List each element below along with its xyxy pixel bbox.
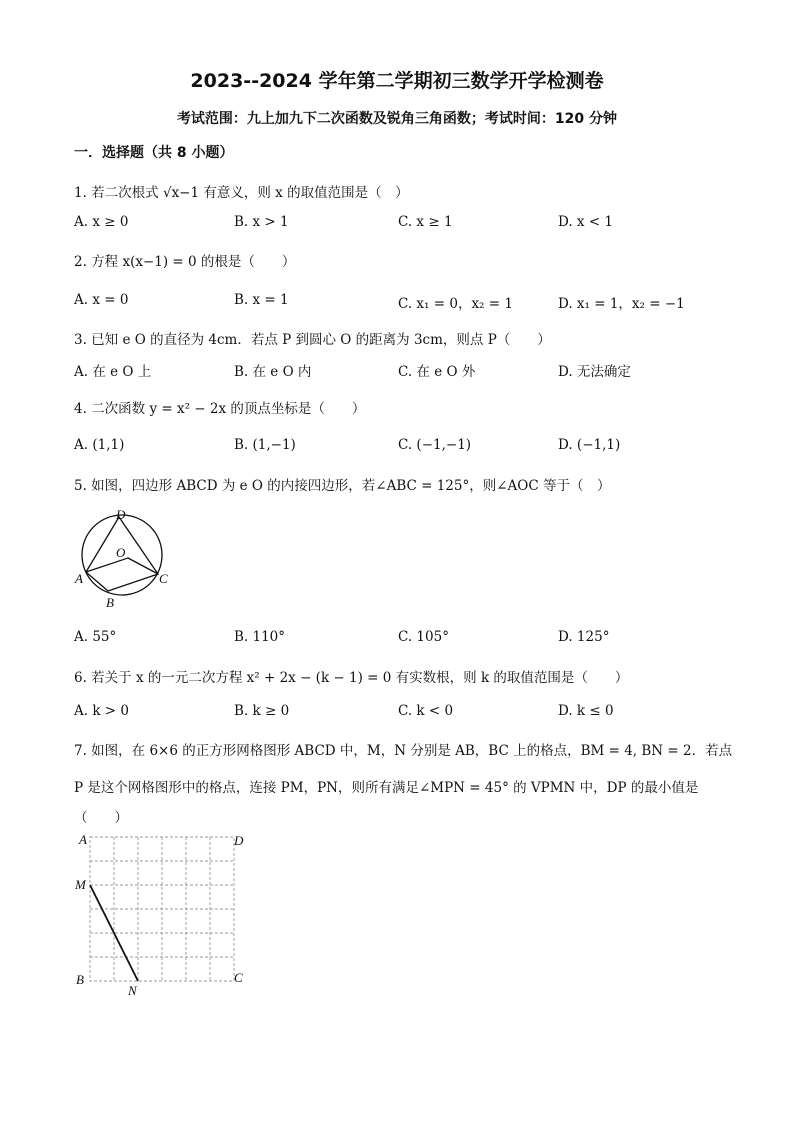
exam-info: 考试范围：九上加九下二次函数及锐角三角函数；考试时间：120 分钟 [176,111,618,127]
question-5-stem: 5. 如图，四边形 ABCD 为 e O 的内接四边形，若∠ABC = 125°，则∠AOC 等于（ ） [74,478,611,494]
figure7-label-c: C [234,970,243,985]
question-3-option-a: A. 在 e O 上 [74,364,152,380]
figure7-label-d: D [234,833,244,848]
question-6-option-d: D. k ≤ 0 [558,703,614,719]
question-5-option-b: B. 110° [234,629,286,645]
figure7-label-a: A [79,832,87,847]
inscribed-quadrilateral-figure [72,505,182,613]
question-4-option-c: C. (−1,−1) [398,437,472,453]
question-6-option-b: B. k ≥ 0 [234,703,290,719]
question-7-stem-line-1: 7. 如图，在 6×6 的正方形网格图形 ABCD 中，M，N 分别是 AB，BC 上的格点，BM = 4, BN = 2．若点 [74,743,733,759]
question-2-option-d: D. x₁ = 1，x₂ = −1 [558,296,685,312]
question-6-option-a: A. k > 0 [74,703,129,719]
question-5-option-c: C. 105° [398,629,449,645]
question-4-stem: 4. 二次函数 y = x² − 2x 的顶点坐标是（ ） [74,401,366,417]
question-1-option-d: D. x < 1 [558,214,614,230]
page-title: 2023--2024 学年第二学期初三数学开学检测卷 [190,70,604,92]
figure5-label-d: D [116,507,126,522]
question-4-option-d: D. (−1,1) [558,437,621,453]
question-7-stem-line-3: （ ） [74,810,128,826]
figure5-label-a: A [75,571,83,586]
question-2-option-a: A. x = 0 [74,292,129,308]
figure5-label-b: B [106,595,114,610]
grid-figure [72,828,252,998]
figure5-label-c: C [159,571,168,586]
question-3-option-d: D. 无法确定 [558,364,631,380]
question-4-option-b: B. (1,−1) [234,437,296,453]
figure5-label-o: O [116,545,126,560]
question-5-option-a: A. 55° [74,629,117,645]
question-1-option-b: B. x > 1 [234,214,289,230]
question-5-option-d: D. 125° [558,629,610,645]
question-1-stem: 1. 若二次根式 √x−1 有意义，则 x 的取值范围是（ ） [74,185,409,201]
question-1-option-c: C. x ≥ 1 [398,214,453,230]
question-2-stem: 2. 方程 x(x−1) = 0 的根是（ ） [74,254,296,270]
question-1-option-a: A. x ≥ 0 [74,214,129,230]
question-3-option-c: C. 在 e O 外 [398,364,476,380]
question-6-option-c: C. k < 0 [398,703,454,719]
figure7-label-m: M [75,877,86,892]
section-heading: 一．选择题（共 8 小题） [74,145,234,161]
question-7-stem-line-2: P 是这个网格图形中的格点，连接 PM，PN，则所有满足∠MPN = 45° 的 VPMN 中，DP 的最小值是 [74,780,699,796]
question-3-stem: 3. 已知 e O 的直径为 4cm．若点 P 到圆心 O 的距离为 3cm，则点 P（ ） [74,332,551,348]
question-2-option-b: B. x = 1 [234,292,289,308]
question-2-option-c: C. x₁ = 0，x₂ = 1 [398,296,513,312]
question-6-stem: 6. 若关于 x 的一元二次方程 x² + 2x − (k − 1) = 0 有实数根，则 k 的取值范围是（ ） [74,670,629,686]
question-3-option-b: B. 在 e O 内 [234,364,312,380]
figure7-label-n: N [128,983,137,998]
question-4-option-a: A. (1,1) [74,437,125,453]
figure7-label-b: B [76,972,84,987]
